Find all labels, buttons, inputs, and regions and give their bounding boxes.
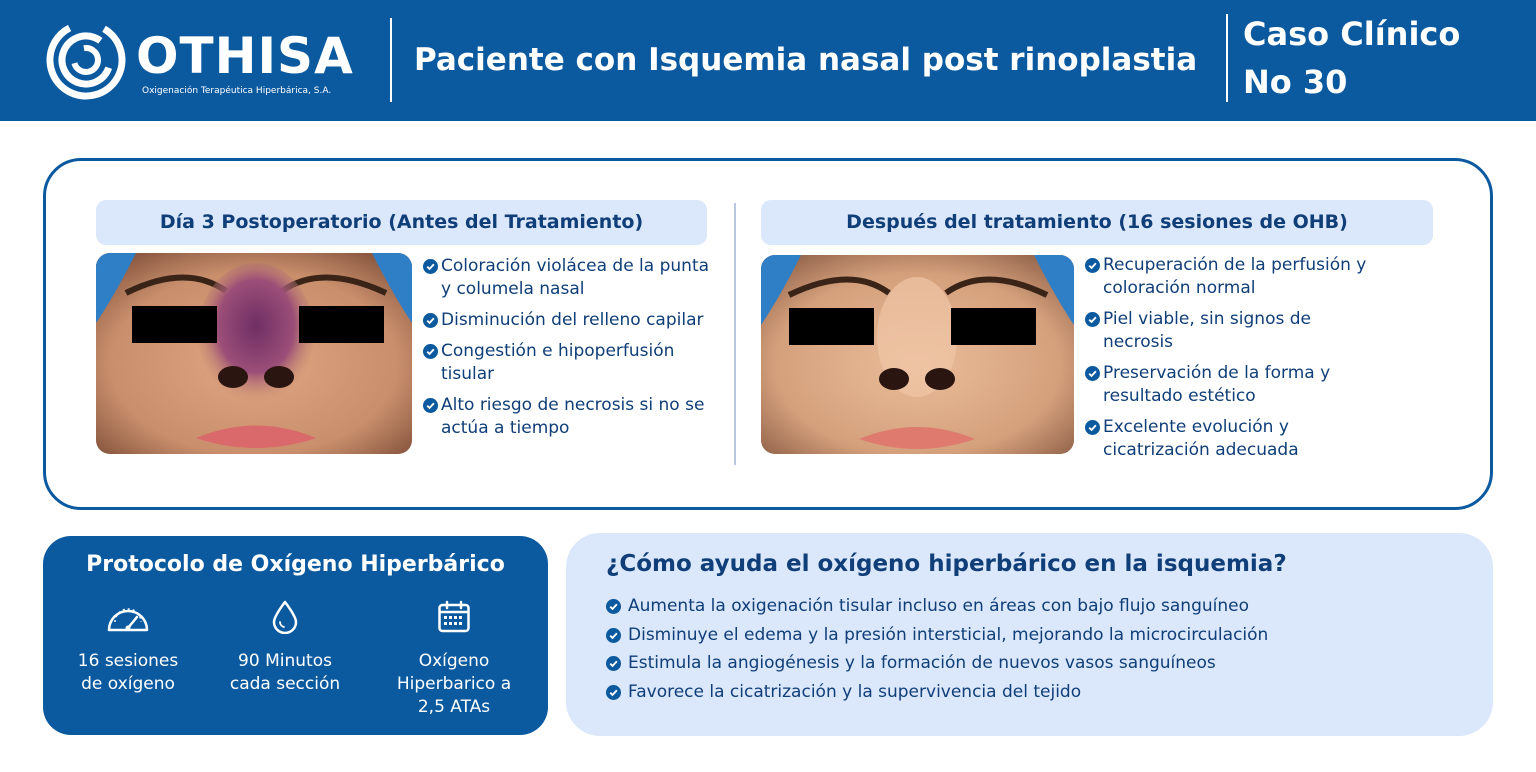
check-circle-icon (606, 599, 621, 614)
list-item (606, 681, 1268, 704)
protocol-item-duration (205, 600, 365, 696)
list-item-text: Excelente evolución y cicatrización adecuada (1103, 417, 1299, 460)
list-item (423, 394, 723, 440)
patient-photo-before (96, 253, 412, 454)
list-item-text: Aumenta la oxigenación tisular incluso en áreas con bajo flujo sanguíneo (628, 596, 1249, 616)
eye-redaction-right (299, 306, 384, 343)
list-item (1085, 308, 1385, 354)
list-item-text: Preservación de la forma y resultado estético (1103, 363, 1331, 406)
after-heading: Después del tratamiento (16 sesiones de OHB) (761, 200, 1433, 245)
case-label (1243, 10, 1460, 106)
page-title: Paciente con Isquemia nasal post rinoplastia (414, 42, 1198, 78)
check-circle-icon (1085, 312, 1100, 327)
list-item (606, 652, 1268, 675)
protocol-item-pressure (374, 600, 534, 719)
list-item-text: Favorece la cicatrización y la supervivencia del tejido (628, 681, 1082, 702)
protocol-item-sessions (48, 600, 208, 696)
list-item (1085, 254, 1385, 300)
list-item (1085, 362, 1385, 408)
case-label-line1: Caso Clínico (1243, 15, 1461, 53)
droplet-icon (270, 600, 300, 634)
protocol-item-text: 90 Minutos cada sección (229, 651, 341, 694)
patient-nose-before-icon (96, 253, 412, 454)
after-results-list (1085, 254, 1385, 470)
list-item-text: Coloración violácea de la punta y columela nasal (441, 256, 710, 299)
header-divider (390, 18, 392, 102)
list-item (606, 624, 1268, 647)
check-circle-icon (606, 628, 621, 643)
protocol-title: Protocolo de Oxígeno Hiperbárico (86, 552, 505, 577)
check-circle-icon (423, 344, 438, 359)
list-item-text: Disminución del relleno capilar (441, 310, 704, 330)
benefits-list (606, 595, 1268, 709)
benefits-title: ¿Cómo ayuda el oxígeno hiperbárico en la isquemia? (606, 551, 1287, 577)
logo-tagline: Oxigenación Terapéutica Hiperbárica, S.A. (142, 86, 332, 96)
benefits-panel (566, 533, 1493, 736)
protocol-panel (43, 536, 548, 735)
list-item-text: Recuperación de la perfusión y coloración normal (1103, 255, 1367, 298)
calendar-icon (437, 600, 471, 634)
list-item (1085, 416, 1385, 462)
logo-wordmark: OTHISA (136, 27, 354, 85)
header-banner (0, 0, 1536, 121)
check-circle-icon (423, 398, 438, 413)
othisa-logo (44, 18, 354, 104)
before-heading: Día 3 Postoperatorio (Antes del Tratamiento) (96, 200, 707, 245)
list-item-text: Alto riesgo de necrosis si no se actúa a tiempo (441, 395, 705, 438)
check-circle-icon (606, 656, 621, 671)
eye-redaction-left (132, 306, 217, 343)
check-circle-icon (423, 313, 438, 328)
list-item (423, 309, 723, 332)
list-item-text: Congestión e hipoperfusión tisular (441, 341, 675, 384)
list-item-text: Estimula la angiogénesis y la formación de nuevos vasos sanguíneos (628, 653, 1216, 673)
protocol-item-text: Oxígeno Hiperbarico a 2,5 ATAs (396, 651, 512, 717)
case-number: No 30 (1243, 63, 1348, 101)
eye-redaction-left (789, 308, 874, 345)
check-circle-icon (606, 685, 621, 700)
list-item (423, 255, 723, 301)
protocol-item-text: 16 sesiones de oxígeno (77, 651, 179, 694)
list-item-text: Disminuye el edema y la presión intersticial, mejorando la microcirculación (628, 624, 1269, 645)
check-circle-icon (423, 259, 438, 274)
patient-nose-after-icon (761, 255, 1074, 454)
check-circle-icon (1085, 420, 1100, 435)
before-findings-list (423, 255, 723, 448)
gauge-icon (105, 600, 151, 634)
header-divider (1226, 14, 1228, 102)
list-item (423, 340, 723, 386)
patient-photo-after (761, 255, 1074, 454)
list-item-text: Piel viable, sin signos de necrosis (1103, 309, 1311, 352)
othisa-swirl-icon (44, 18, 130, 104)
list-item (606, 595, 1268, 618)
check-circle-icon (1085, 258, 1100, 273)
card-divider (734, 203, 736, 465)
eye-redaction-right (951, 308, 1036, 345)
check-circle-icon (1085, 366, 1100, 381)
